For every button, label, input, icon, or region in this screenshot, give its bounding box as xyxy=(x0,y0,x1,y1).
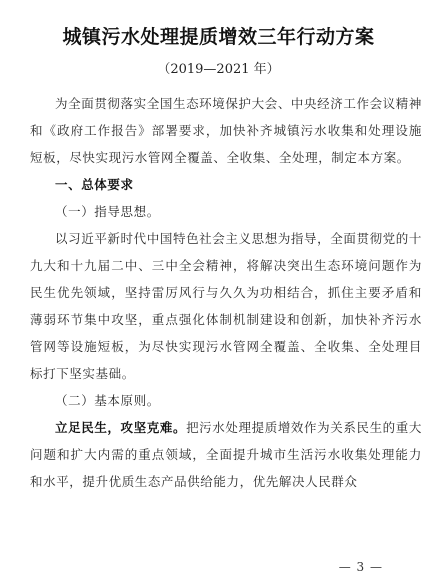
section-heading-general-requirements: 一、总体要求 xyxy=(55,177,134,192)
guiding-ideology-paragraph: 以习近平新时代中国特色社会主义思想为指导，全面贯彻党的十九大和十九届二中、三中全会精神，将解决突出生态环境问题作为民生优先领域，坚持雷厉风行与久久为功相结合，抓住主要矛盾和薄弱环节集中攻坚，重点强化体制机制建设和创新，加快补齐污水管网等设施短板，为尽快实现污水管网全覆盖、全收集、全处理目标打下坚实基础。 xyxy=(30,231,422,381)
principle-paragraph xyxy=(30,414,422,495)
principle-lead-text: 立足民生，攻坚克难。 xyxy=(55,420,187,435)
document-subtitle: （2019—2021 年） xyxy=(157,62,280,77)
intro-paragraph: 为全面贯彻落实全国生态环境保护大会、中央经济工作会议精神和《政府工作报告》部署要求，加快补齐城镇污水收集和处理设施短板，尽快实现污水管网全覆盖、全收集、全处理，制定本方案。 xyxy=(30,96,422,165)
document-body xyxy=(30,90,422,495)
page-number: — 3 — xyxy=(338,560,383,574)
principle-body-text: 把污水处理提质增效作为关系民生的重大问题和扩大内需的重点领域，全面提升城市生活污水收集处理能力和水平，提升优质生态产品供给能力，优先解决人民群众 xyxy=(30,420,422,489)
subsection-heading-guiding-ideology: （一）指导思想。 xyxy=(55,204,160,219)
subsection-heading-basic-principles: （二）基本原则。 xyxy=(55,393,160,408)
document-title: 城镇污水处理提质增效三年行动方案 xyxy=(62,26,375,48)
